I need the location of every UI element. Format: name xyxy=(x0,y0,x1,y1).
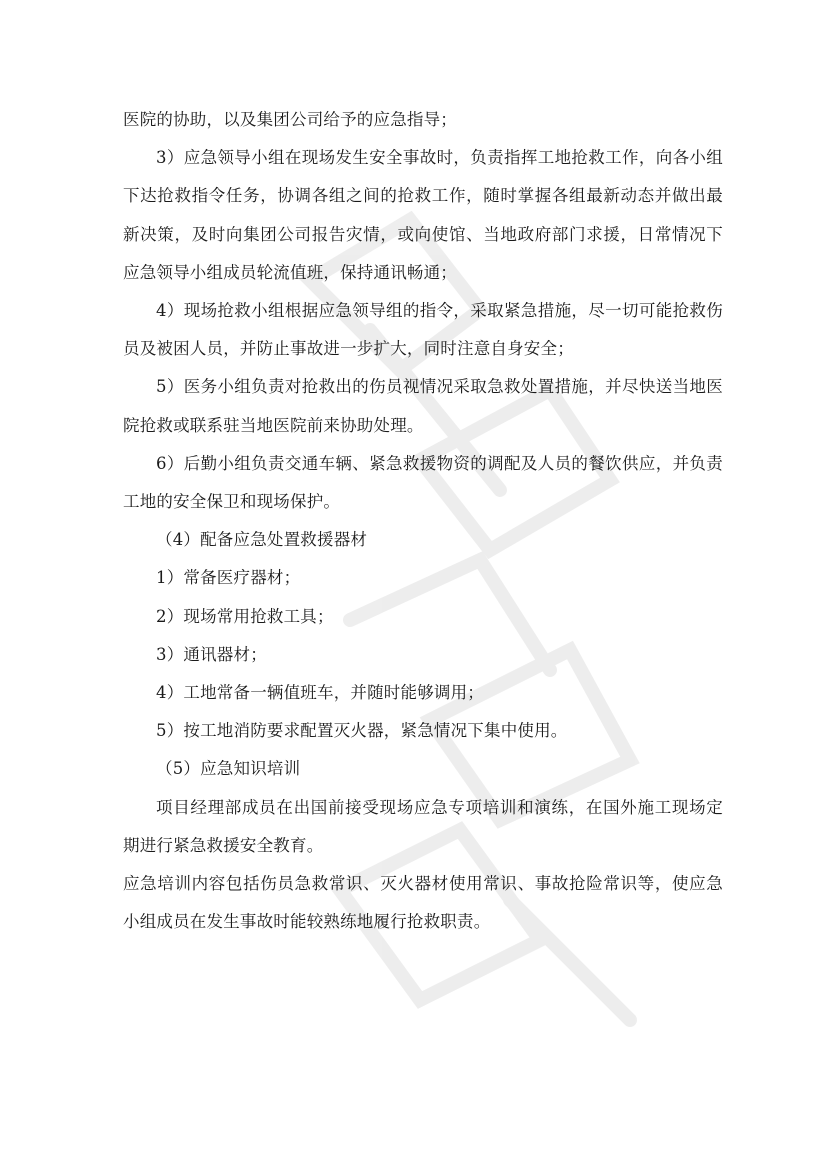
list-item-medical-equipment: 1）常备医疗器材； xyxy=(156,568,301,588)
paragraph-leadership-group: 3）应急领导小组在现场发生安全事故时，负责指挥工地抢救工作，向各小组下达抢救指令任务，协调各组之间的抢救工作，随时掌握各组最新动态并做出最新决策，及时向集团公司报告灾情，或向使馆、当地政府部门求援，日常情况下应急领导小组成员轮流值班，保持通讯畅通； xyxy=(123,148,723,282)
paragraph-logistics-group: 6）后勤小组负责交通车辆、紧急救援物资的调配及人员的餐饮供应，并负责工地的安全保卫和现场保护。 xyxy=(123,453,723,512)
section-heading-equipment: （4）配备应急处置救援器材 xyxy=(156,530,368,550)
section-heading-training: （5）应急知识培训 xyxy=(156,759,301,779)
paragraph-medical-group: 5）医务小组负责对抢救出的伤员视情况采取急救处置措施，并尽快送当地医院抢救或联系驻当地医院前来协助处理。 xyxy=(123,377,723,435)
list-item-fire-extinguisher: 5）按工地消防要求配置灭火器，紧急情况下集中使用。 xyxy=(156,721,568,741)
paragraph-hospital-assistance: 医院的协助，以及集团公司给予的应急指导； xyxy=(123,110,457,129)
paragraph-rescue-group: 4）现场抢救小组根据应急领导组的指令，采取紧急措施，尽一切可能抢救伤员及被困人员，并防止事故进一步扩大，同时注意自身安全； xyxy=(123,301,723,359)
list-item-duty-vehicle: 4）工地常备一辆值班车，并随时能够调用； xyxy=(156,683,484,703)
body-text xyxy=(123,101,723,941)
paragraph-training-content: 应急培训内容包括伤员急救常识、灭火器材使用常识、事故抢险常识等，使应急小组成员在发生事故时能较熟练地履行抢救职责。 xyxy=(123,874,723,932)
list-item-communication: 3）通讯器材； xyxy=(156,644,267,664)
list-item-rescue-tools: 2）现场常用抢救工具； xyxy=(156,606,334,626)
paragraph-training-plan: 项目经理部成员在出国前接受现场应急专项培训和演练，在国外施工现场定期进行紧急救援安全教育。 xyxy=(123,797,723,855)
